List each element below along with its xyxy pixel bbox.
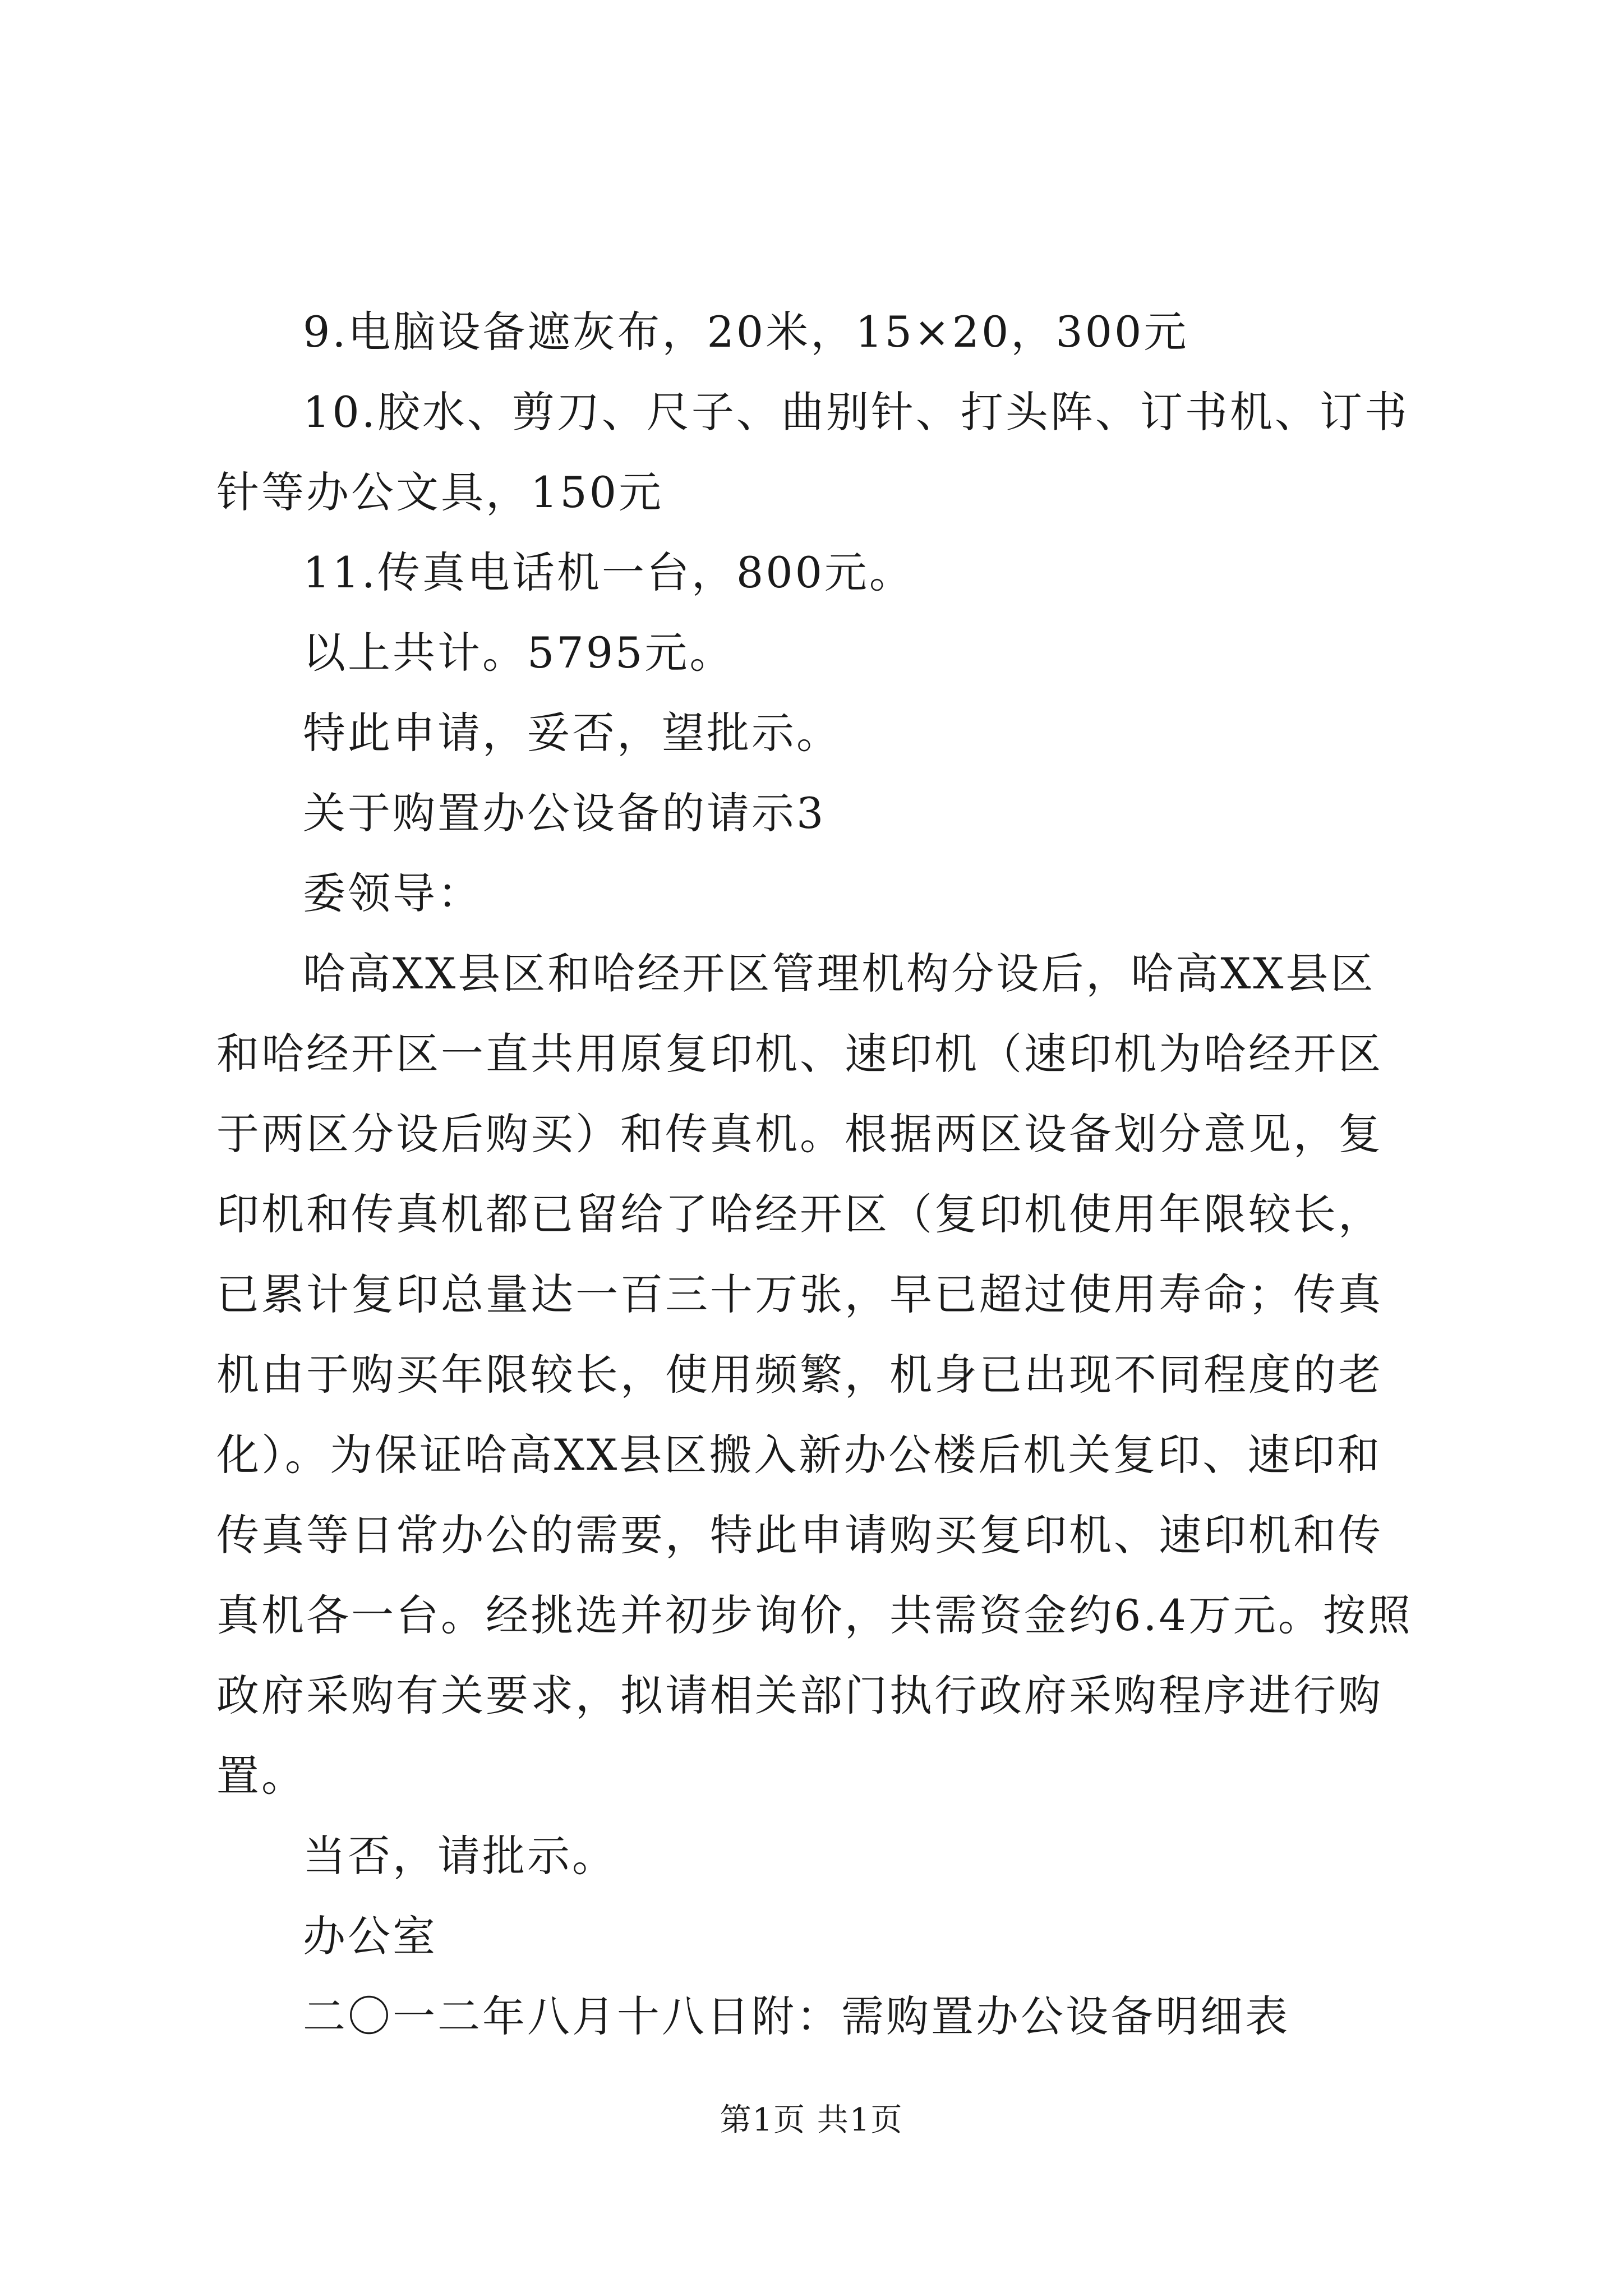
list-item-dust-cover: 9.电脑设备遮灰布，20米，15×20，300元 [303,307,1189,357]
date-attachment: 二〇一二年八月十八日附：需购置办公设备明细表 [303,1991,1290,2041]
document-body [216,292,1417,2056]
page-number-footer: 第1页 共1页 [720,2102,903,2138]
total-amount: 以上共计。5795元。 [303,628,735,678]
salutation: 委领导： [303,868,482,918]
list-item-fax-phone: 11.传真电话机一台，800元。 [303,547,914,597]
body-paragraph: 哈高XX县区和哈经开区管理机构分设后，哈高XX县区和哈经开区一直共用原复印机、速印机（速印机为哈经开区于两区分设后购买）和传真机。根据两区设备划分意见，复印机和传真机都已留给了哈经开区（复印机使用年限较长，已累计复印总量达一百三十万张，早已超过使用寿命；传真机由于购买年限较长，使用频繁，机身已出现不同程度的老化）。为保证哈高XX县区搬入新办公楼后机关复印、速印和传真等日常办公的需要，特此申请购买复印机、速印机和传真机各一台。经挑选并初步询价，共需资金约6.4万元。按照政府采购有关要求，拟请相关部门执行政府采购程序进行购置。 [216,949,1413,1801]
signature-office: 办公室 [303,1911,437,1961]
approval-request: 当否，请批示。 [303,1831,617,1881]
request-closing: 特此申请，妥否，望批示。 [303,708,841,758]
list-item-stationery: 10.胶水、剪刀、尺子、曲别针、打头阵、订书机、订书针等办公文具，150元 [216,387,1409,517]
section-title: 关于购置办公设备的请示3 [303,788,826,838]
